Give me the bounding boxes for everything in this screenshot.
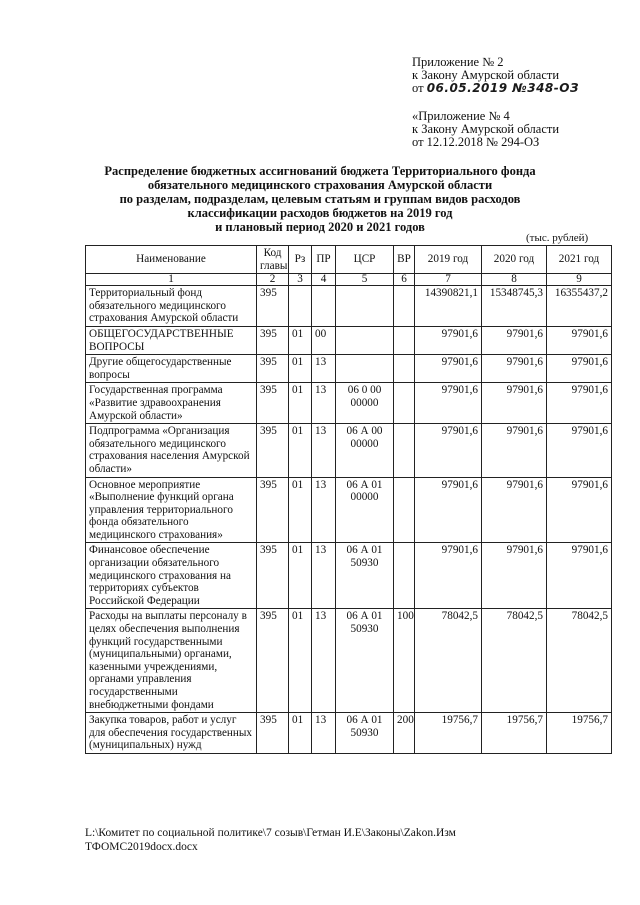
row-target-article: 06 0 00 00000 [336,383,394,424]
row-section: 01 [289,424,312,477]
column-number: 6 [394,274,415,286]
row-amount-2019: 97901,6 [415,543,482,609]
row-expense-type [394,355,415,383]
table-row [86,713,612,754]
row-section [289,286,312,327]
row-amount-2021: 97901,6 [547,424,612,477]
header-target-article: ЦСР [336,246,394,274]
title-line-2: обязательного медицинского страхования Амурской области [147,178,493,192]
row-amount-2019: 14390821,1 [415,286,482,327]
appendix-2-title: Приложение № 2 [412,55,504,69]
row-subsection: 13 [312,383,336,424]
title-line-5: и плановый период 2020 и 2021 годов [215,220,425,234]
header-expense-type: ВР [394,246,415,274]
row-section: 01 [289,383,312,424]
header-chapter-code: Код главы [257,246,289,274]
header-subsection: ПР [312,246,336,274]
header-year-2019: 2019 год [415,246,482,274]
row-amount-2020: 19756,7 [482,713,547,754]
row-amount-2020: 97901,6 [482,383,547,424]
row-amount-2019: 97901,6 [415,355,482,383]
table-row [86,383,612,424]
row-target-article: 06 А 00 00000 [336,424,394,477]
table-row [86,286,612,327]
row-amount-2021: 97901,6 [547,477,612,543]
file-path-line-1: L:\Комитет по социальной политике\7 созыв\Гетман И.Е\Законы\Zakon.Изм [85,827,456,839]
header-year-2020: 2020 год [482,246,547,274]
row-subsection: 13 [312,355,336,383]
row-amount-2020: 97901,6 [482,543,547,609]
row-amount-2019: 97901,6 [415,477,482,543]
file-path-footer [85,826,456,854]
row-section: 01 [289,355,312,383]
row-name: Финансовое обеспечение организации обязательного медицинского страхования на территориях субъектов Российской Федерации [86,543,257,609]
row-name: Государственная программа «Развитие здравоохранения Амурской области» [86,383,257,424]
row-amount-2019: 97901,6 [415,424,482,477]
row-expense-type: 100 [394,609,415,713]
row-chapter-code: 395 [257,424,289,477]
row-target-article: 06 А 01 50930 [336,609,394,713]
row-chapter-code: 395 [257,477,289,543]
row-chapter-code: 395 [257,326,289,354]
table-row [86,609,612,713]
row-amount-2019: 19756,7 [415,713,482,754]
row-amount-2019: 78042,5 [415,609,482,713]
row-expense-type [394,326,415,354]
header-section: Рз [289,246,312,274]
table-row [86,355,612,383]
row-amount-2021: 19756,7 [547,713,612,754]
row-chapter-code: 395 [257,543,289,609]
row-subsection: 13 [312,609,336,713]
row-section: 01 [289,477,312,543]
header-year-2021: 2021 год [547,246,612,274]
row-amount-2021: 16355437,2 [547,286,612,327]
appendix-4-title: «Приложение № 4 [412,109,510,123]
row-name: Территориальный фонд обязательного медицинского страхования Амурской области [86,286,257,327]
row-target-article [336,286,394,327]
row-expense-type [394,286,415,327]
row-name: Подпрограмма «Организация обязательного медицинского страхования населения Амурской области» [86,424,257,477]
row-target-article [336,326,394,354]
row-section: 01 [289,326,312,354]
table-row [86,424,612,477]
row-section: 01 [289,609,312,713]
appendix-2-block [412,56,579,95]
row-name: Расходы на выплаты персоналу в целях обеспечения выполнения функций государственными (муниципальными) органами, казенными учреждениями, органами управления государственными внебюджетными фондами [86,609,257,713]
title-line-3: по разделам, подразделам, целевым статьям и группам видов расходов [119,192,521,206]
row-target-article: 06 А 01 00000 [336,477,394,543]
row-target-article: 06 А 01 50930 [336,713,394,754]
file-path-line-2: ТФОМС2019docx.docx [85,841,198,853]
row-amount-2020: 97901,6 [482,355,547,383]
document-title [60,164,580,234]
row-subsection: 00 [312,326,336,354]
table-header-row [86,246,612,274]
row-amount-2021: 97901,6 [547,355,612,383]
row-chapter-code: 395 [257,713,289,754]
row-chapter-code: 395 [257,383,289,424]
column-number: 2 [257,274,289,286]
row-chapter-code: 395 [257,355,289,383]
row-subsection: 13 [312,543,336,609]
appendix-2-date-line [412,82,579,95]
header-name: Наименование [86,246,257,274]
row-subsection [312,286,336,327]
row-target-article [336,355,394,383]
table-row [86,326,612,354]
row-name: Основное мероприятие «Выполнение функций органа управления территориального фонда обязательного медицинского страхования» [86,477,257,543]
table-row [86,477,612,543]
row-chapter-code: 395 [257,609,289,713]
appendix-4-law: к Закону Амурской области [412,122,560,136]
row-expense-type [394,543,415,609]
row-amount-2019: 97901,6 [415,326,482,354]
row-subsection: 13 [312,477,336,543]
row-section: 01 [289,713,312,754]
row-amount-2020: 97901,6 [482,326,547,354]
row-amount-2021: 97901,6 [547,383,612,424]
row-amount-2020: 78042,5 [482,609,547,713]
row-expense-type [394,383,415,424]
column-number: 8 [482,274,547,286]
row-amount-2020: 97901,6 [482,424,547,477]
row-target-article: 06 А 01 50930 [336,543,394,609]
column-number: 3 [289,274,312,286]
appendix-4-block [412,110,559,149]
row-subsection: 13 [312,424,336,477]
row-amount-2021: 97901,6 [547,543,612,609]
column-number: 7 [415,274,482,286]
row-amount-2021: 97901,6 [547,326,612,354]
column-number-row [86,274,612,286]
column-number: 4 [312,274,336,286]
row-subsection: 13 [312,713,336,754]
row-amount-2021: 78042,5 [547,609,612,713]
units-label: (тыс. рублей) [526,232,589,244]
handwritten-date-number: 06.05.2019 №348-ОЗ [426,81,579,95]
row-chapter-code: 395 [257,286,289,327]
row-amount-2019: 97901,6 [415,383,482,424]
table-row [86,543,612,609]
column-number: 5 [336,274,394,286]
row-name: Другие общегосударственные вопросы [86,355,257,383]
row-section: 01 [289,543,312,609]
row-name: ОБЩЕГОСУДАРСТВЕННЫЕ ВОПРОСЫ [86,326,257,354]
row-expense-type [394,424,415,477]
appendix-2-date-prefix: от [412,81,424,95]
title-line-4: классификации расходов бюджетов на 2019 год [187,206,453,220]
row-amount-2020: 97901,6 [482,477,547,543]
row-expense-type: 200 [394,713,415,754]
budget-table [85,245,612,754]
row-amount-2020: 15348745,3 [482,286,547,327]
title-line-1: Распределение бюджетных ассигнований бюджета Территориального фонда [104,164,536,178]
row-name: Закупка товаров, работ и услуг для обеспечения государственных (муниципальных) нужд [86,713,257,754]
column-number: 9 [547,274,612,286]
row-expense-type [394,477,415,543]
appendix-2-law: к Закону Амурской области [412,68,560,82]
column-number: 1 [86,274,257,286]
appendix-4-date: от 12.12.2018 № 294-ОЗ [412,135,540,149]
